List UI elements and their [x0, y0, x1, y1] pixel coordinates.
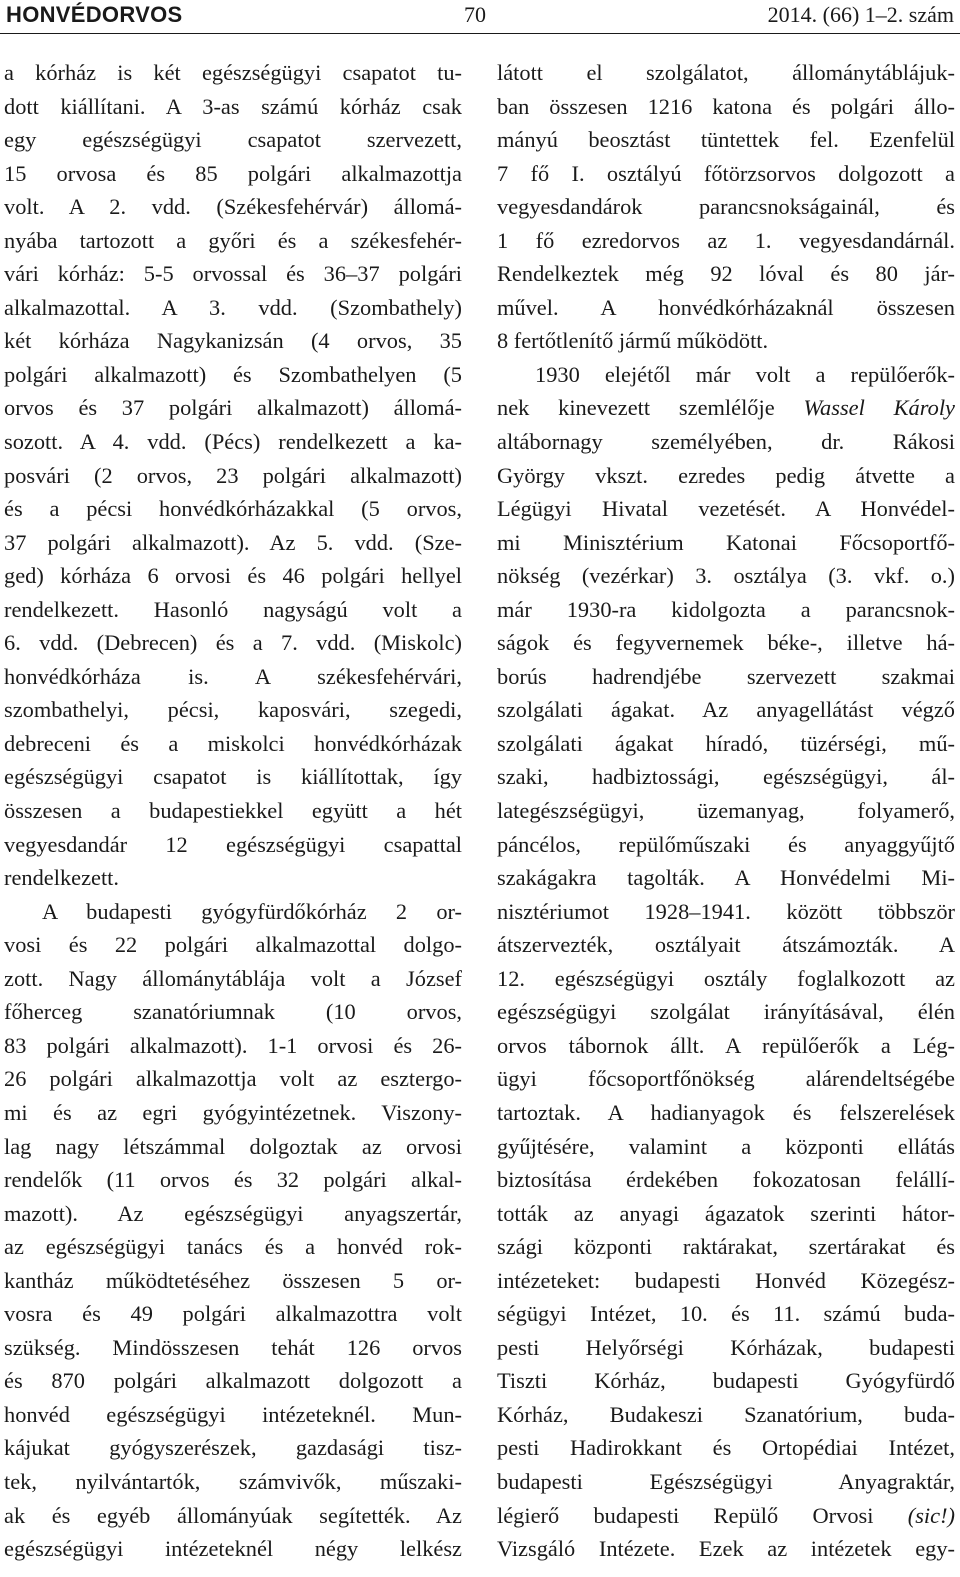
text-line: vegyesdandár 12 egészségügyi csapattal — [4, 831, 462, 857]
text-line: 6. vdd. (Debrecen) és a 7. vdd. (Miskolc) — [4, 630, 462, 656]
text-line: szaki, hadbiztossági, egészségügyi, ál- — [497, 764, 955, 790]
text-line: szakágakra tagolták. A Honvédelmi Mi- — [497, 865, 955, 891]
text-line: 1930 elejétől már volt a repülőerők- — [535, 361, 955, 387]
text-line: lategészségügyi, üzemanyag, folyamerő, — [497, 798, 955, 824]
text-line: kantház működtetéséhez összesen 5 or- — [4, 1267, 462, 1293]
text-line: ak és egyéb állományúak segítették. Az — [4, 1502, 462, 1528]
page-number: 70 — [464, 2, 486, 27]
text-line: tották az anyagi ágazatok szerinti hátor- — [497, 1200, 955, 1226]
text-line: egy egészségügyi csapatot szervezett, — [4, 127, 462, 153]
text-line: nisztériumot 1928–1941. között többször — [497, 898, 955, 924]
text-line: gyűjtésére, valamint a központi ellátás — [497, 1133, 955, 1159]
text-line: a kórház is két egészségügyi csapatot tu- — [4, 60, 462, 85]
text-line: szolgálati ágakat. Az anyagellátást végző — [497, 697, 955, 723]
text-line: dott kiállítani. A 3-as számú kórház csak — [4, 93, 462, 119]
text-line: pesti Hadirokkant és Ortopédiai Intézet, — [497, 1435, 955, 1461]
text-line: alkalmazottal. A 3. vdd. (Szombathely) — [4, 294, 462, 320]
text-line: mazott). Az egészségügyi anyagszertár, — [4, 1200, 462, 1226]
text-line: Rendelkeztek még 92 lóval és 80 jár- — [497, 261, 955, 287]
text-line: és a pécsi honvédkórházakkal (5 orvos, — [4, 496, 462, 522]
text-line: mi Minisztérium Katonai Főcsoportfő- — [497, 529, 955, 555]
text-line: posvári (2 orvos, 23 polgári alkalmazott) — [4, 462, 462, 488]
text-line: vosi és 22 polgári alkalmazottal dolgo- — [4, 932, 462, 958]
text-line: polgári alkalmazott) és Szombathelyen (5 — [4, 361, 462, 387]
text-line: ged) kórháza 6 orvosi és 46 polgári hellyel — [4, 563, 462, 589]
text-line: kájukat gyógyszerészek, gazdasági tisz- — [4, 1435, 462, 1461]
text-line: 37 polgári alkalmazott). Az 5. vdd. (Sze- — [4, 529, 462, 555]
text-line: ban összesen 1216 katona és polgári állo- — [497, 93, 955, 119]
text-line: 15 orvosa és 85 polgári alkalmazottja — [4, 160, 462, 186]
text-line: rendelkezett. Hasonló nagyságú volt a — [4, 596, 462, 622]
text-line: György vkszt. ezredes pedig átvette a — [497, 462, 955, 488]
text-line: 83 polgári alkalmazott). 1-1 orvosi és 26- — [4, 1032, 462, 1058]
issue-label: 2014. (66) 1–2. szám — [767, 2, 954, 27]
text-line: főherceg szanatóriumnak (10 orvos, — [4, 999, 462, 1025]
text-line: látott el szolgálatot, állománytáblájuk- — [497, 60, 955, 85]
text-line: rendelők (11 orvos és 32 polgári alkal- — [4, 1167, 462, 1193]
text-line: honvédkórháza is. A székesfehérvári, — [4, 663, 462, 689]
text-line: tek, nyilvántartók, számvivők, műszaki- — [4, 1468, 462, 1494]
text-line: budapesti Egészségügyi Anyagraktár, — [497, 1468, 955, 1494]
text-line: az egészségügyi tanács és a honvéd rok- — [4, 1234, 462, 1260]
text-line: 8 fertőtlenítő jármű működött. — [497, 328, 769, 354]
text-line: már 1930-ra kidolgozta a parancsnok- — [497, 596, 955, 622]
text-line: két kórháza Nagykanizsán (4 orvos, 35 — [4, 328, 462, 354]
text-line: átszervezték, osztályait átszámozták. A — [497, 932, 955, 958]
text-line: szolgálati ágakat híradó, tüzérségi, mű- — [497, 730, 955, 756]
text-line: mi és az egri gyógyintézetnek. Viszony- — [4, 1099, 462, 1125]
text-line: Tiszti Kórház, budapesti Gyógyfürdő — [497, 1368, 955, 1394]
text-line: Kórház, Budakeszi Szanatórium, buda- — [497, 1401, 955, 1427]
text-line: páncélos, repülőműszaki és anyaggyűjtő — [497, 831, 955, 857]
text-line: vegyesdandárok parancsnokságainál, és — [497, 194, 955, 220]
page-header — [0, 0, 960, 36]
text-line: Vizsgáló Intézete. Ezek az intézetek egy- — [497, 1536, 955, 1562]
text-line: és 870 polgári alkalmazott dolgozott a — [4, 1368, 462, 1394]
text-line: zott. Nagy állománytáblája volt a József — [4, 965, 462, 991]
text-line: szági központi raktárakat, szertárakat és — [497, 1234, 955, 1260]
text-line: szükség. Mindösszesen tehát 126 orvos — [4, 1334, 462, 1360]
text-line: nyába tartozott a győri és a székesfehér- — [4, 227, 462, 253]
text-line: debreceni és a miskolci honvédkórházak — [4, 730, 462, 756]
text-line: volt. A 2. vdd. (Székesfehérvár) állomá- — [4, 194, 462, 220]
text-line: egészségügyi csapatot is kiállítottak, így — [4, 764, 462, 790]
text-line: borús hadrendjébe szervezett szakmai — [497, 663, 955, 689]
text-line: Légügyi Hivatal vezetését. A Honvédel- — [497, 496, 955, 522]
text-line: altábornagy személyében, dr. Rákosi — [497, 429, 955, 455]
text-line: 1 fő ezredorvos az 1. vegyesdandárnál. — [497, 227, 955, 253]
text-line: orvos tábornok állt. A repülőerők a Lég- — [497, 1032, 955, 1058]
text-line: 7 fő I. osztályú főtörzsorvos dolgozott a — [497, 160, 955, 186]
text-line: mányú beosztást tüntettek fel. Ezenfelül — [497, 127, 955, 153]
text-line: művel. A honvédkórházaknál összesen — [497, 294, 955, 320]
left-column — [4, 56, 462, 1566]
text-line: intézeteket: budapesti Honvéd Közegész- — [497, 1267, 955, 1293]
text-line: nek kinevezett szemlélője Wassel Károly — [497, 395, 955, 421]
text-line: pesti Helyőrségi Kórházak, budapesti — [497, 1334, 955, 1360]
text-line: 26 polgári alkalmazottja volt az esztergo- — [4, 1066, 462, 1092]
text-line: A budapesti gyógyfürdőkórház 2 or- — [42, 898, 462, 924]
text-line: ságok és fegyvernemek béke-, illetve há- — [497, 630, 955, 656]
header-rule — [0, 33, 960, 34]
text-line: sozott. A 4. vdd. (Pécs) rendelkezett a ka- — [4, 429, 462, 455]
text-line: ügyi főcsoportfőnökség alárendeltségébe — [497, 1066, 955, 1092]
text-line: orvos és 37 polgári alkalmazott) állomá- — [4, 395, 462, 421]
text-line: összesen a budapestiekkel együtt a hét — [4, 798, 462, 824]
text-line: rendelkezett. — [4, 865, 119, 891]
text-line: honvéd egészségügyi intézeteknél. Mun- — [4, 1401, 462, 1427]
right-column — [497, 56, 955, 1566]
text-line: vári kórház: 5-5 orvossal és 36–37 polgári — [4, 261, 462, 287]
text-line: biztosítása érdekében fokozatosan felállí- — [497, 1167, 955, 1193]
journal-title: HONVÉDORVOS — [6, 2, 183, 27]
text-line: egészségügyi intézeteknél négy lelkész — [4, 1536, 462, 1562]
text-line: lag nagy létszámmal dolgoztak az orvosi — [4, 1133, 462, 1159]
text-line: nökség (vezérkar) 3. osztálya (3. vkf. o.) — [497, 563, 955, 589]
text-line: vosra és 49 polgári alkalmazottra volt — [4, 1301, 462, 1327]
text-line: szombathelyi, pécsi, kaposvári, szegedi, — [4, 697, 462, 723]
text-line: ségügyi Intézet, 10. és 11. számú buda- — [497, 1301, 955, 1327]
text-line: légierő budapesti Repülő Orvosi (sic!) — [497, 1502, 955, 1528]
text-line: 12. egészségügyi osztály foglalkozott az — [497, 965, 955, 991]
text-line: tartoztak. A hadianyagok és felszerelések — [497, 1099, 955, 1125]
text-line: egészségügyi szolgálat irányításával, élén — [497, 999, 955, 1025]
